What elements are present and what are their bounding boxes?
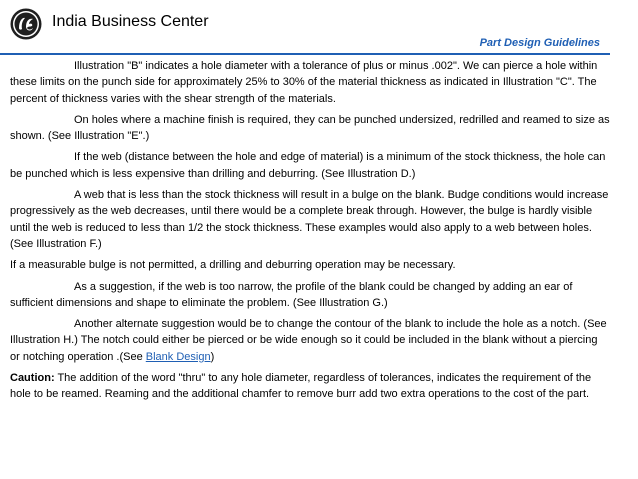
page-header <box>0 0 638 56</box>
paragraph-text: On holes where a machine finish is required, they can be punched undersized, redrilled and reamed to size as shown. (See Illustration "E".) <box>10 113 610 143</box>
paragraph-measurable-bulge <box>10 257 610 273</box>
paragraph-text: As a suggestion, if the web is too narrow, the profile of the blank could be changed by adding an ear of sufficient dimensions and shape to eliminate the problem. (See Illustration G.) <box>10 280 573 309</box>
paragraph-text-end: ) <box>210 350 215 363</box>
header-divider <box>0 53 610 55</box>
ge-logo-icon <box>10 8 42 40</box>
document-title: Part Design Guidelines <box>479 37 600 49</box>
paragraph-illustration-b <box>10 58 610 107</box>
blank-design-link[interactable]: Blank Design <box>145 350 211 363</box>
paragraph-text: Illustration "B" indicates a hole diameter with a tolerance of plus or minus .002". We can pierce a hole within these limits on the punch side for approximately 25% to 30% of the material thickness as indicated in Illustration "C". The percent of thickness varies with the shear strength of the materials. <box>10 60 598 105</box>
company-name: India Business Center <box>52 13 209 30</box>
caution-label: Caution: <box>10 372 55 385</box>
paragraph-text: If a measurable bulge is not permitted, a drilling and deburring operation may be necessary. <box>10 259 456 272</box>
paragraph-text: Another alternate suggestion would be to change the contour of the blank to include the hole as a notch. (See Illustration H.) The notch could either be pierced or be wide enough so it could be included in the blank without a piercing or notching operation .(See <box>10 318 607 363</box>
caution-text: The addition of the word "thru" to any hole diameter, regardless of tolerances, indicates the requirement of the hole to be reamed. Reaming and the additional chamfer to remove burr add two extra operations to the cost of the part. <box>10 372 592 401</box>
paragraph-web-minimum <box>10 149 610 182</box>
paragraph-caution <box>10 370 610 403</box>
paragraph-notch <box>10 316 610 365</box>
document-body <box>10 58 610 408</box>
paragraph-suggestion <box>10 279 610 312</box>
paragraph-machine-finish <box>10 112 610 145</box>
paragraph-bulge <box>10 187 610 252</box>
paragraph-text: A web that is less than the stock thickness will result in a bulge on the blank. Budge conditions would increase progressively as the web decreases, until there would be a complete break through. However, the bulge is hardly visible until the web is reduced to less than 1/2 the stock thickness. These examples would also apply to a web between holes. (See Illustration F.) <box>10 189 609 250</box>
paragraph-text: If the web (distance between the hole and edge of material) is a minimum of the stock thickness, the hole can be punched which is less expensive than drilling and deburring. (See Illustration D.) <box>10 151 606 180</box>
